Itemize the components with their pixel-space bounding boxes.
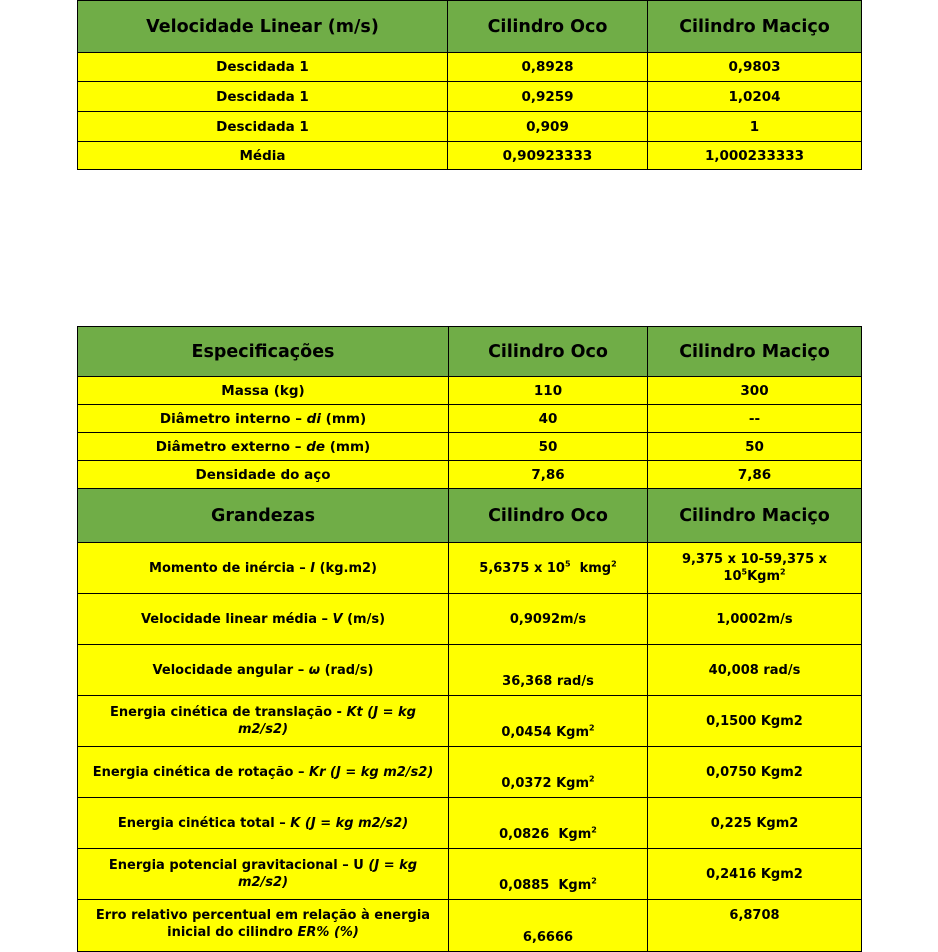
macico-value: 50 xyxy=(648,433,862,461)
row-label: Velocidade angular – ω (rad/s) xyxy=(78,645,449,696)
row-label: Erro relativo percentual em relação à energia inicial do cilindro ER% (%) xyxy=(78,900,449,952)
macico-value: 300 xyxy=(648,377,862,405)
row-label: Energia cinética de translação - Kt (J = kg m2/s2) xyxy=(78,696,449,747)
header-cell: Especificações xyxy=(78,327,449,377)
table-row xyxy=(78,405,862,433)
oco-value: 7,86 xyxy=(449,461,648,489)
table-row xyxy=(78,849,862,900)
row-label: Velocidade linear média – V (m/s) xyxy=(78,594,449,645)
macico-value: 0,1500 Kgm2 xyxy=(648,696,862,747)
row-label: Energia cinética total – K (J = kg m2/s2) xyxy=(78,798,449,849)
table-row xyxy=(78,82,862,112)
macico-value: 0,225 Kgm2 xyxy=(648,798,862,849)
oco-value: 40 xyxy=(449,405,648,433)
oco-value: 110 xyxy=(449,377,648,405)
macico-value: 0,0750 Kgm2 xyxy=(648,747,862,798)
table-row xyxy=(78,645,862,696)
header-cell: Cilindro Maciço xyxy=(648,1,862,53)
table-header-row xyxy=(78,327,862,377)
table-row xyxy=(78,696,862,747)
oco-value: 0,9259 xyxy=(448,82,648,112)
macico-value: 6,8708 xyxy=(648,900,862,952)
header-cell: Velocidade Linear (m/s) xyxy=(78,1,448,53)
oco-value: 36,368 rad/s xyxy=(449,645,648,696)
macico-value: 0,2416 Kgm2 xyxy=(648,849,862,900)
table-row xyxy=(78,112,862,142)
row-label: Momento de inércia – I (kg.m2) xyxy=(78,543,449,594)
header-cell: Cilindro Maciço xyxy=(648,489,862,543)
oco-value: 50 xyxy=(449,433,648,461)
header-cell: Grandezas xyxy=(78,489,449,543)
oco-value: 0,9092m/s xyxy=(449,594,648,645)
table-row xyxy=(78,594,862,645)
row-label: Descidada 1 xyxy=(78,112,448,142)
oco-value: 0,90923333 xyxy=(448,142,648,170)
table-row xyxy=(78,543,862,594)
table-row xyxy=(78,747,862,798)
oco-value: 0,0826 Kgm$^2$ xyxy=(449,798,648,849)
oco-value: 0,0372 Kgm$^2$ xyxy=(449,747,648,798)
macico-value: 7,86 xyxy=(648,461,862,489)
macico-value: -- xyxy=(648,405,862,433)
row-label: Massa (kg) xyxy=(78,377,449,405)
header-cell: Cilindro Maciço xyxy=(648,327,862,377)
header-cell: Cilindro Oco xyxy=(448,1,648,53)
row-label: Energia potencial gravitacional – U (J = kg m2/s2) xyxy=(78,849,449,900)
table-row xyxy=(78,377,862,405)
oco-value: 0,0885 Kgm$^2$ xyxy=(449,849,648,900)
table-row xyxy=(78,798,862,849)
oco-value: 6,6666 xyxy=(449,900,648,952)
row-label: Diâmetro externo – de (mm) xyxy=(78,433,449,461)
macico-value: 1,000233333 xyxy=(648,142,862,170)
macico-value: 40,008 rad/s xyxy=(648,645,862,696)
header-cell: Cilindro Oco xyxy=(449,489,648,543)
table-row xyxy=(78,461,862,489)
macico-value: 0,9803 xyxy=(648,53,862,82)
macico-value: 9,375 x 10-59,375 x $10^5Kgm^2$ xyxy=(648,543,862,594)
row-label: Energia cinética de rotação – Kr (J = kg m2/s2) xyxy=(78,747,449,798)
oco-value: 0,0454 Kgm$^2$ xyxy=(449,696,648,747)
table-row xyxy=(78,53,862,82)
specifications-table xyxy=(77,326,862,952)
row-label: Diâmetro interno – di (mm) xyxy=(78,405,449,433)
macico-value: 1 xyxy=(648,112,862,142)
table-header-row xyxy=(78,1,862,53)
velocity-table xyxy=(77,0,862,170)
table-row xyxy=(78,433,862,461)
macico-value: 1,0204 xyxy=(648,82,862,112)
oco-value: 0,909 xyxy=(448,112,648,142)
macico-value: 1,0002m/s xyxy=(648,594,862,645)
row-label: Densidade do aço xyxy=(78,461,449,489)
row-label: Descidada 1 xyxy=(78,82,448,112)
row-label: Média xyxy=(78,142,448,170)
oco-value: 5,6375 x $10^5$ kmg$^2$ xyxy=(449,543,648,594)
oco-value: 0,8928 xyxy=(448,53,648,82)
table-row xyxy=(78,142,862,170)
table-header-row xyxy=(78,489,862,543)
header-cell: Cilindro Oco xyxy=(449,327,648,377)
row-label: Descidada 1 xyxy=(78,53,448,82)
